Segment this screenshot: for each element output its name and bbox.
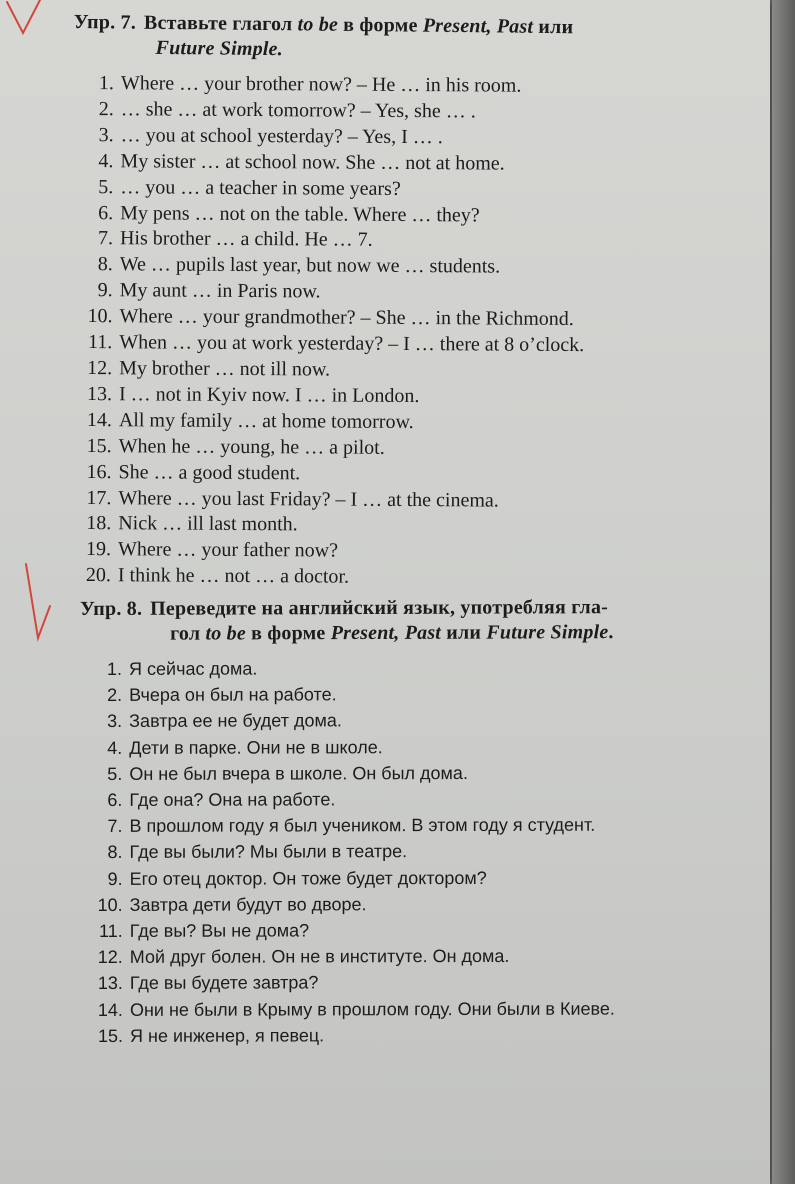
item-text: Я не инженер, я певец. xyxy=(129,1025,325,1046)
pen-checkmark-middle xyxy=(22,562,52,644)
item-text: Где вы были? Мы были в театре. xyxy=(129,841,408,863)
item-text: Where … you last Friday? – I … at the cinema. xyxy=(118,486,499,512)
list-item xyxy=(91,916,740,944)
exercise-7-title-part: или xyxy=(533,15,574,39)
page-edge-shadow xyxy=(772,0,795,1184)
item-text: His brother … a child. He … 7. xyxy=(119,227,373,252)
list-item xyxy=(83,278,585,307)
list-item xyxy=(91,864,740,892)
item-text: Завтра ее не будет дома. xyxy=(129,710,342,732)
item-number: 14. xyxy=(97,999,123,1020)
list-item xyxy=(91,995,740,1023)
list-item xyxy=(90,733,739,761)
item-number: 5. xyxy=(98,175,114,198)
list-item xyxy=(82,304,584,333)
item-text: She … a good student. xyxy=(118,460,301,484)
item-text: I think he … not … a doctor. xyxy=(117,564,350,588)
item-text: My aunt … in Paris now. xyxy=(119,279,321,303)
list-item xyxy=(91,969,740,997)
list-item xyxy=(90,707,739,735)
exercise-8-title-part: Future Simple xyxy=(486,621,609,644)
list-item xyxy=(83,226,585,255)
item-number: 2. xyxy=(98,97,114,121)
item-text: My brother … not ill now. xyxy=(119,357,331,381)
item-number: 8. xyxy=(107,842,123,863)
item-number: 1. xyxy=(98,72,114,95)
item-text: Завтра дети будут во дворе. xyxy=(129,894,367,915)
exercise-7-title-part: Present, Past xyxy=(422,14,534,38)
item-text: Вчера он был на работе. xyxy=(129,684,337,706)
item-number: 15. xyxy=(86,434,112,457)
list-item xyxy=(83,201,585,230)
item-text: Он не был вчера в школе. Он был дома. xyxy=(129,762,468,784)
item-text: We … pupils last year, but now we … students. xyxy=(119,253,501,278)
list-item xyxy=(84,97,586,126)
item-number: 3. xyxy=(98,123,114,146)
exercise-8-title-part: в форме xyxy=(245,622,331,645)
list-item xyxy=(81,537,583,566)
exercise-8-list xyxy=(90,654,740,1049)
item-text: Его отец доктор. Он тоже будет доктором? xyxy=(129,867,487,889)
item-text: Где она? Она на работе. xyxy=(129,789,336,810)
exercise-7-number: Упр. 7. xyxy=(73,10,137,34)
exercise-7-title-part: to be xyxy=(297,13,339,36)
list-item xyxy=(91,1021,740,1049)
item-number: 2. xyxy=(107,685,123,706)
exercise-8-title-part: Present, Past xyxy=(330,621,442,645)
list-item xyxy=(83,149,585,178)
item-number: 12. xyxy=(97,947,123,968)
list-item xyxy=(81,485,583,514)
list-item xyxy=(82,356,584,385)
item-number: 1. xyxy=(106,658,123,679)
item-text: Nick … ill last month. xyxy=(118,512,298,536)
item-text: Дети в парке. Они не в школе. xyxy=(129,736,383,758)
list-item xyxy=(83,175,585,204)
item-number: 7. xyxy=(107,816,123,837)
item-text: Where … your brother now? – He … in his room. xyxy=(120,72,522,97)
exercise-7-title-line2: Future Simple. xyxy=(155,36,283,61)
item-number: 3. xyxy=(107,711,123,732)
list-item xyxy=(82,330,584,359)
item-text: When … you at work yesterday? – I … there at 8 o’clock. xyxy=(119,331,585,357)
item-number: 4. xyxy=(107,737,123,758)
item-text: … you … a teacher in some years? xyxy=(120,175,401,200)
list-item xyxy=(91,890,740,918)
item-text: … she … at work tomorrow? – Yes, she … . xyxy=(120,98,476,123)
item-number: 9. xyxy=(107,868,123,889)
list-item xyxy=(91,943,740,971)
item-number: 10. xyxy=(97,894,123,915)
list-item xyxy=(90,838,739,866)
item-text: Где вы будете завтра? xyxy=(129,972,319,994)
pen-checkmark-top xyxy=(2,0,48,40)
item-number: 16. xyxy=(86,460,112,483)
list-item xyxy=(90,812,739,840)
list-item xyxy=(82,408,584,437)
item-number: 17. xyxy=(86,486,112,509)
exercise-8-title-part: или xyxy=(441,621,487,644)
item-number: 18. xyxy=(86,512,112,535)
item-number: 9. xyxy=(97,279,113,302)
item-number: 19. xyxy=(86,538,112,561)
exercise-8-number: Упр. 8. xyxy=(80,597,143,620)
item-text: … you at school yesterday? – Yes, I … . xyxy=(120,124,443,149)
list-item xyxy=(81,460,583,489)
exercise-8-title-line1: Переведите на английский язык, употребляя гла- xyxy=(150,596,609,620)
item-number: 10. xyxy=(87,305,113,328)
item-text: Where … your father now? xyxy=(118,538,339,562)
item-number: 5. xyxy=(107,763,123,784)
item-number: 4. xyxy=(98,149,114,172)
item-number: 8. xyxy=(97,253,113,276)
exercise-8-title-part: . xyxy=(608,621,614,644)
item-number: 14. xyxy=(86,408,112,431)
item-text: When he … young, he … a pilot. xyxy=(118,434,385,459)
item-number: 6. xyxy=(98,201,114,224)
item-text: Мой друг болен. Он не в институте. Он дома. xyxy=(129,946,510,968)
list-item xyxy=(81,563,583,592)
exercise-7-title-part: Вставьте глагол xyxy=(143,11,298,36)
exercise-8-heading xyxy=(80,595,614,647)
list-item xyxy=(90,654,739,682)
list-item xyxy=(84,123,586,152)
list-item xyxy=(82,382,584,411)
item-text: В прошлом году я был учеником. В этом году я студент. xyxy=(129,814,596,837)
item-text: Я сейчас дома. xyxy=(129,658,258,679)
item-number: 13. xyxy=(86,382,113,406)
item-number: 11. xyxy=(99,920,123,942)
item-text: Они не были в Крыму в прошлом году. Они были в Киеве. xyxy=(129,998,615,1020)
item-text: Where … your grandmother? – She … in the Richmond. xyxy=(119,305,574,331)
list-item xyxy=(81,511,583,540)
list-item xyxy=(84,71,586,100)
list-item xyxy=(90,759,739,787)
list-item xyxy=(82,434,584,463)
list-item xyxy=(90,681,739,709)
item-number: 20. xyxy=(85,564,111,587)
exercise-7-heading xyxy=(73,10,573,65)
exercise-7-list xyxy=(81,71,586,592)
exercise-8-title-part: гол xyxy=(170,622,206,645)
item-number: 11. xyxy=(88,331,113,354)
item-text: I … not in Kyiv now. I … in London. xyxy=(118,383,420,407)
item-number: 15. xyxy=(97,1025,124,1046)
item-text: Где вы? Вы не дома? xyxy=(129,920,310,941)
item-number: 13. xyxy=(97,973,123,994)
list-item xyxy=(90,785,739,813)
item-text: All my family … at home tomorrow. xyxy=(118,409,414,433)
exercise-8-title-part: to be xyxy=(205,622,246,645)
item-number: 7. xyxy=(97,227,114,250)
item-text: My sister … at school now. She … not at home. xyxy=(120,149,505,175)
item-number: 6. xyxy=(107,789,123,810)
item-number: 12. xyxy=(87,356,113,380)
exercise-7-title-part: в форме xyxy=(337,13,423,37)
list-item xyxy=(83,252,585,281)
item-text: My pens … not on the table. Where … they? xyxy=(120,201,480,226)
